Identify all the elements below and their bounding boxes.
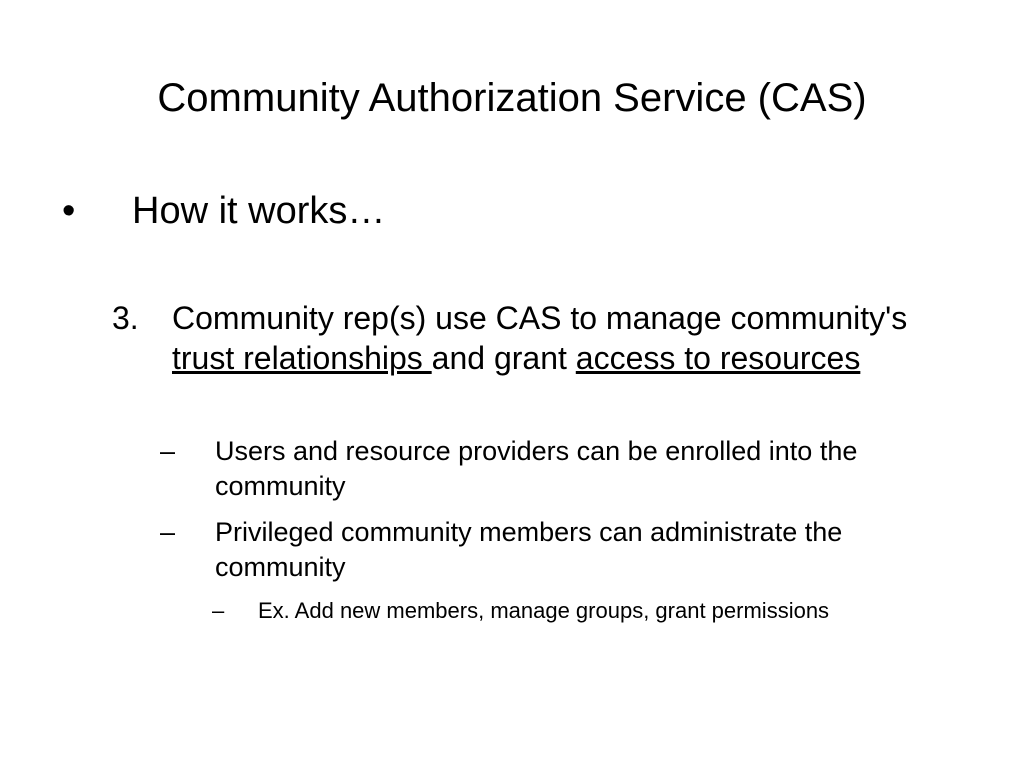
item-text-a: Community rep(s) use CAS to manage community's xyxy=(172,300,908,336)
trust-relationships-link: trust relationships xyxy=(172,340,432,376)
dash-marker: – xyxy=(212,598,225,623)
item-number: 3. xyxy=(112,300,139,336)
slide-title: Community Authorization Service (CAS) xyxy=(157,76,867,120)
sub-item-text: Users and resource providers can be enrolled into the community xyxy=(215,436,858,501)
sub-item-text: Privileged community members can administrate the community xyxy=(215,517,843,582)
item-text xyxy=(172,298,912,378)
bullet-text: How it works… xyxy=(132,190,386,232)
access-to-resources-link: access to resources xyxy=(575,340,861,376)
item-text-b: and grant xyxy=(431,340,576,376)
dash-marker: – xyxy=(160,436,176,466)
sub-sub-item-text: Ex. Add new members, manage groups, grant permissions xyxy=(258,598,830,623)
bullet-marker: • xyxy=(62,190,76,232)
dash-marker: – xyxy=(160,517,176,547)
